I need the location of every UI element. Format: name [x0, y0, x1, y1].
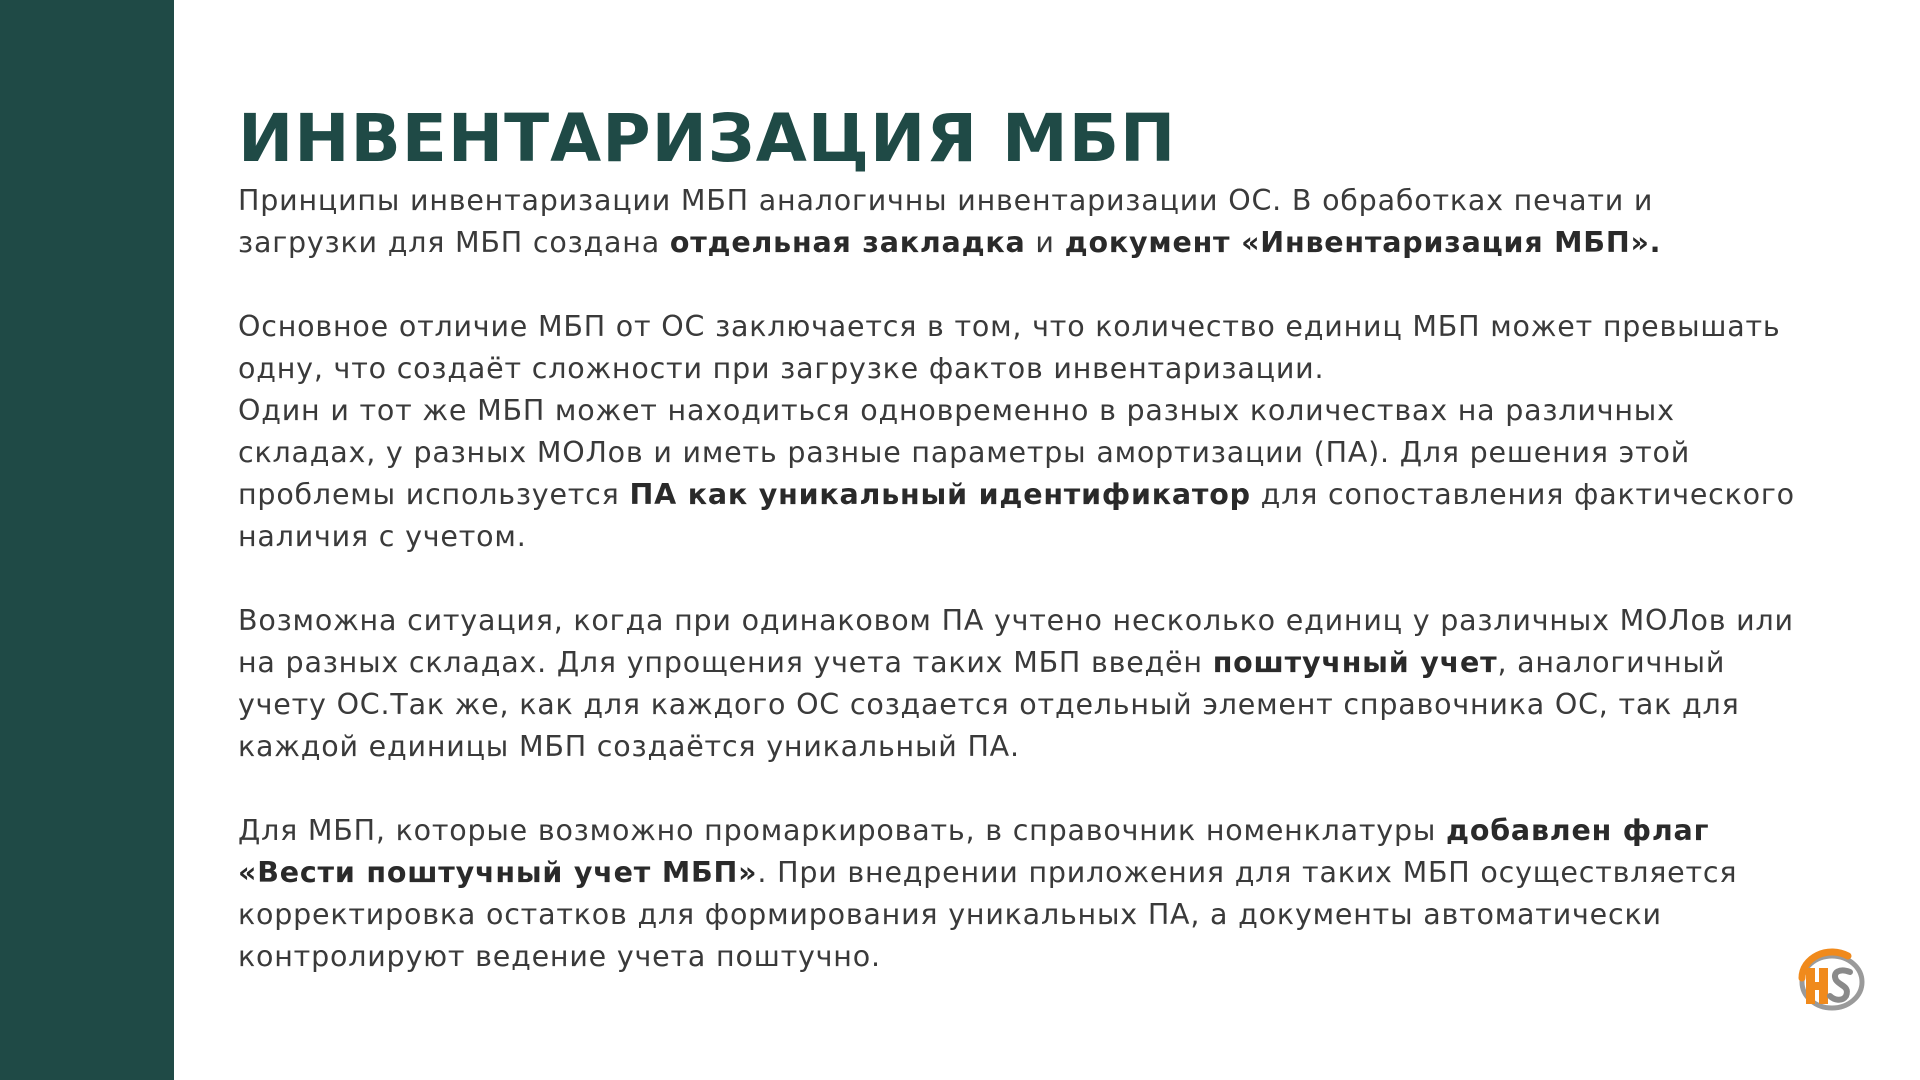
text-fragment: . При внедрении приложения для таких МБП осуществляется корректировка остатков для формирования уникальных ПА, а документы автоматически контролируют ведение учета поштучно. — [238, 856, 1738, 973]
bold-fragment: поштучный учет — [1212, 646, 1498, 679]
text-fragment: Для МБП, которые возможно промаркировать, в справочник номенклатуры — [238, 814, 1447, 847]
text-fragment: для сопоставления фактического наличия с учетом. — [238, 478, 1795, 553]
slide-title: ИНВЕНТАРИЗАЦИЯ МБП — [238, 100, 1177, 177]
text-fragment: Основное отличие МБП от ОС заключается в том, что количество единиц МБП может превышать одну, что создаёт сложности при загрузке фактов инвентаризации. — [238, 310, 1781, 385]
paragraph-piece-accounting — [238, 600, 1798, 768]
bold-fragment: документ «Инвентаризация МБП». — [1064, 226, 1662, 259]
left-accent-bar — [0, 0, 174, 1080]
paragraph-flag — [238, 810, 1798, 978]
bold-fragment: ПА как уникальный идентификатор — [629, 478, 1251, 511]
paragraph-spacer — [238, 264, 1798, 306]
slide-content — [238, 98, 1798, 978]
bold-fragment: отдельная закладка — [669, 226, 1026, 259]
paragraph-spacer — [238, 558, 1798, 600]
paragraph-main-difference — [238, 306, 1798, 390]
text-fragment: Один и тот же МБП может находиться одновременно в разных количествах на различных складах, у разных МОЛов и иметь разные параметры амортизации (ПА). Для решения этой проблемы используется — [238, 394, 1691, 511]
paragraph-spacer — [238, 768, 1798, 810]
paragraph-intro — [238, 180, 1798, 264]
text-fragment: и — [1025, 226, 1065, 259]
paragraph-identifier — [238, 390, 1798, 558]
text-fragment: Возможна ситуация, когда при одинаковом ПА учтено несколько единиц у различных МОЛов или на разных складах. Для упрощения учета таких МБП введён — [238, 604, 1794, 679]
bold-fragment: добавлен флаг «Вести поштучный учет МБП» — [238, 814, 1710, 889]
company-logo-icon — [1788, 938, 1868, 1018]
text-fragment: Принципы инвентаризации МБП аналогичны инвентаризации ОС. В обработках печати и загрузки для МБП создана — [238, 184, 1654, 259]
text-fragment: , аналогичный учету ОС.Так же, как для каждого ОС создается отдельный элемент справочника ОС, так для каждой единицы МБП создаётся уникальный ПА. — [238, 646, 1740, 763]
